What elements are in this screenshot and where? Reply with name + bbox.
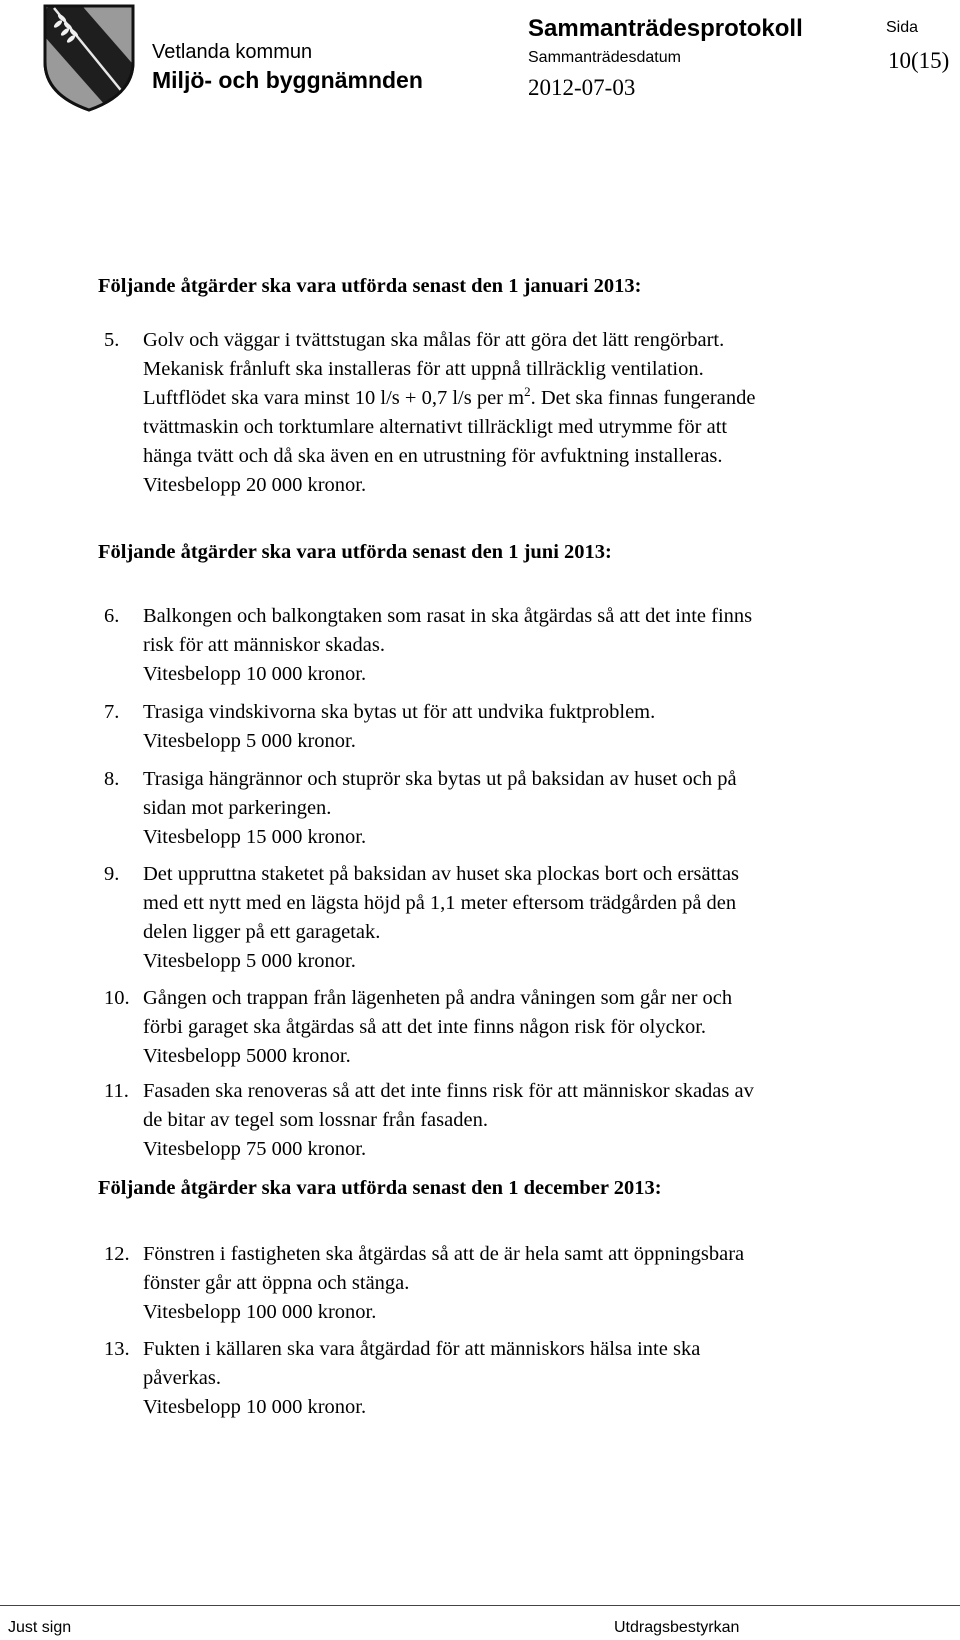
list-item: [104, 1335, 924, 1422]
meeting-date-value: 2012-07-03: [528, 75, 636, 100]
item-line: Fönstren i fastigheten ska åtgärdas så att de är hela samt att öppningsbara: [143, 1243, 745, 1265]
protocol-title: Sammanträdesprotokoll: [528, 15, 803, 42]
item-line: Fasaden ska renoveras så att det inte finns risk för att människor skadas av: [143, 1080, 754, 1102]
item-text: [143, 326, 924, 500]
item-line: hänga tvätt och då ska även en en utrustning för avfuktning installeras.: [143, 445, 723, 467]
item-text: [143, 1335, 924, 1422]
extract-certification-label: Utdragsbestyrkan: [614, 1619, 740, 1636]
item-number: 10.: [104, 987, 130, 1009]
item-text: [143, 1240, 924, 1327]
section-heading: Följande åtgärder ska vara utförda senast den 1 december 2013:: [98, 1177, 662, 1199]
item-line: Luftflödet ska vara minst 10 l/s + 0,7 l/s per m: [143, 387, 525, 409]
item-line: fönster går att öppna och stänga.: [143, 1272, 410, 1294]
item-line: Vitesbelopp 20 000 kronor.: [143, 474, 367, 496]
item-line: Gången och trappan från lägenheten på andra våningen som går ner och: [143, 987, 733, 1009]
list-item: [104, 984, 924, 1071]
item-line: Vitesbelopp 100 000 kronor.: [143, 1301, 377, 1323]
item-number: 8.: [104, 768, 120, 790]
section-heading: Följande åtgärder ska vara utförda senast den 1 januari 2013:: [98, 275, 642, 297]
item-line: sidan mot parkeringen.: [143, 797, 332, 819]
item-line: Fukten i källaren ska vara åtgärdad för att människors hälsa inte ska: [143, 1338, 701, 1360]
item-text: [143, 1077, 924, 1164]
item-number: 7.: [104, 701, 120, 723]
item-number: 12.: [104, 1243, 130, 1265]
item-line: Trasiga vindskivorna ska bytas ut för att undvika fuktproblem.: [143, 701, 656, 723]
list-item: [104, 602, 924, 689]
item-line: de bitar av tegel som lossnar från fasaden.: [143, 1109, 488, 1131]
item-line: Golv och väggar i tvättstugan ska målas för att göra det lätt rengörbart.: [143, 329, 725, 351]
item-line: Mekanisk frånluft ska installeras för att uppnå tillräcklig ventilation.: [143, 358, 704, 380]
item-line: Vitesbelopp 10 000 kronor.: [143, 663, 367, 685]
municipality-name: Vetlanda kommun: [152, 41, 313, 63]
just-sign-label: Just sign: [8, 1619, 72, 1636]
item-number: 6.: [104, 605, 120, 627]
item-line: tvättmaskin och torktumlare alternativt tillräckligt med utrymme för att: [143, 416, 728, 438]
item-line: Trasiga hängrännor och stuprör ska bytas ut på baksidan av huset och på: [143, 768, 737, 790]
item-line: förbi garaget ska åtgärdas så att det inte finns någon risk för olyckor.: [143, 1016, 707, 1038]
page-number: 10(15): [888, 48, 950, 73]
item-line: Det uppruttna staketet på baksidan av huset ska plockas bort och ersättas: [143, 863, 740, 885]
organization-block: [152, 40, 423, 94]
section-heading: Följande åtgärder ska vara utförda senast den 1 juni 2013:: [98, 541, 612, 563]
item-line: Vitesbelopp 15 000 kronor.: [143, 826, 367, 848]
item-text: [143, 860, 924, 976]
item-line: Vitesbelopp 5000 kronor.: [143, 1045, 351, 1067]
item-line-tail: . Det ska finnas fungerande: [530, 387, 756, 409]
document-footer: [0, 1605, 960, 1640]
meeting-date-label: Sammanträdesdatum: [528, 49, 681, 66]
item-text: [143, 984, 924, 1071]
footer-divider: [0, 1605, 960, 1606]
item-line-with-unit: [143, 384, 924, 413]
list-item: [104, 860, 924, 976]
page-info: [886, 18, 950, 73]
item-line: Balkongen och balkongtaken som rasat in ska åtgärdas så att det inte finns: [143, 605, 753, 627]
item-text: [143, 698, 924, 756]
committee-name: Miljö- och byggnämnden: [152, 67, 423, 93]
list-item: [104, 1077, 924, 1164]
superscript: 2: [524, 384, 531, 400]
protocol-block: [528, 14, 803, 102]
item-number: 13.: [104, 1338, 130, 1360]
item-number: 5.: [104, 329, 120, 351]
item-number: 9.: [104, 863, 120, 885]
list-item: [104, 765, 924, 852]
item-line: påverkas.: [143, 1367, 221, 1389]
item-line: Vitesbelopp 75 000 kronor.: [143, 1138, 367, 1160]
item-number: 11.: [104, 1080, 129, 1102]
municipal-coat-of-arms-icon: [40, 2, 138, 114]
item-line: delen ligger på ett garagetak.: [143, 921, 381, 943]
item-text: [143, 602, 924, 689]
item-line: risk för att människor skadas.: [143, 634, 385, 656]
item-text: [143, 765, 924, 852]
item-line: Vitesbelopp 10 000 kronor.: [143, 1396, 367, 1418]
document-header: [0, 0, 960, 120]
list-item: [104, 326, 924, 500]
item-line: Vitesbelopp 5 000 kronor.: [143, 730, 356, 752]
item-line: Vitesbelopp 5 000 kronor.: [143, 950, 356, 972]
item-line: med ett nytt med en lägsta höjd på 1,1 meter eftersom trädgården på den: [143, 892, 737, 914]
page-label: Sida: [886, 19, 919, 36]
list-item: [104, 1240, 924, 1327]
list-item: [104, 698, 924, 756]
